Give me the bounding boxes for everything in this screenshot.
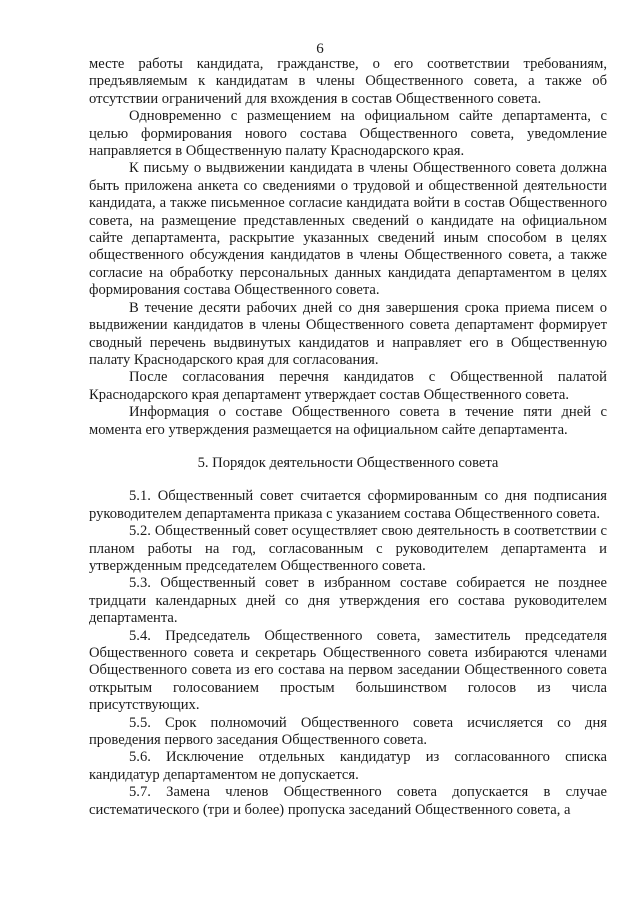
clause: 5.2. Общественный совет осуществляет свою деятельность в соответствии с планом работы на год, согласованным с руководителем департамента и утвержденным председателем Общественного совета. <box>89 523 607 574</box>
clause: 5.6. Исключение отдельных кандидатур из согласованного списка кандидатур департаментом не допускается. <box>89 749 607 783</box>
document-body <box>89 56 607 819</box>
clause: 5.4. Председатель Общественного совета, заместитель председателя Общественного совета и секретарь Общественного совета избираются членами Общественного совета из его состава на первом заседании Общественного совета открытым голосованием простым большинством голосов из числа присутствующих. <box>89 627 607 714</box>
paragraph: После согласования перечня кандидатов с Общественной палатой Краснодарского края департамент утверждает состав Общественного совета. <box>89 369 607 403</box>
clause: 5.1. Общественный совет считается сформированным со дня подписания руководителем департамента приказа с указанием состава Общественного совета. <box>89 488 607 522</box>
paragraph: Одновременно с размещением на официальном сайте департамента, с целью формирования нового состава Общественного совета, уведомление направляется в Общественную палату Краснодарского края. <box>89 108 607 160</box>
clause: 5.5. Срок полномочий Общественного совета исчисляется со дня проведения первого заседания Общественного совета. <box>89 714 607 749</box>
page-number: 6 <box>316 41 324 57</box>
paragraph: В течение десяти рабочих дней со дня завершения срока приема писем о выдвижении кандидатов в члены Общественного совета департамент формирует сводный перечень выдвинутых кандидатов и направляет его в Общественную палату Краснодарского края для согласования. <box>89 299 607 368</box>
section-heading: 5. Порядок деятельности Общественного совета <box>197 454 499 471</box>
clause: 5.3. Общественный совет в избранном составе собирается не позднее тридцати календарных дней со дня утверждения его состава руководителем департамента. <box>89 575 607 627</box>
paragraph: К письму о выдвижении кандидата в члены Общественного совета должна быть приложена анкета со сведениями о трудовой и общественной деятельности кандидата, а также письменное согласие кандидата войти в состав Общественного совета, на размещение представленных сведений о кандидате на официальном сайте департамента, раскрытие указанных сведений иным способом в целях общественного обсуждения кандидатов в члены Общественного совета, а также согласие на обработку персональных данных кандидата департаментом в целях формирования состава Общественного совета. <box>89 160 607 299</box>
paragraph: Информация о составе Общественного совета в течение пяти дней с момента его утверждения размещается на официальном сайте департамента. <box>89 404 607 438</box>
paragraph-continuation: месте работы кандидата, гражданстве, о его соответствии требованиям, предъявляемым к кандидатам в члены Общественного совета, а также об отсутствии ограничений для вхождения в состав Общественного совета. <box>89 56 607 107</box>
clause: 5.7. Замена членов Общественного совета допускается в случае систематического (три и более) пропуска заседаний Общественного совета, а <box>89 784 607 818</box>
